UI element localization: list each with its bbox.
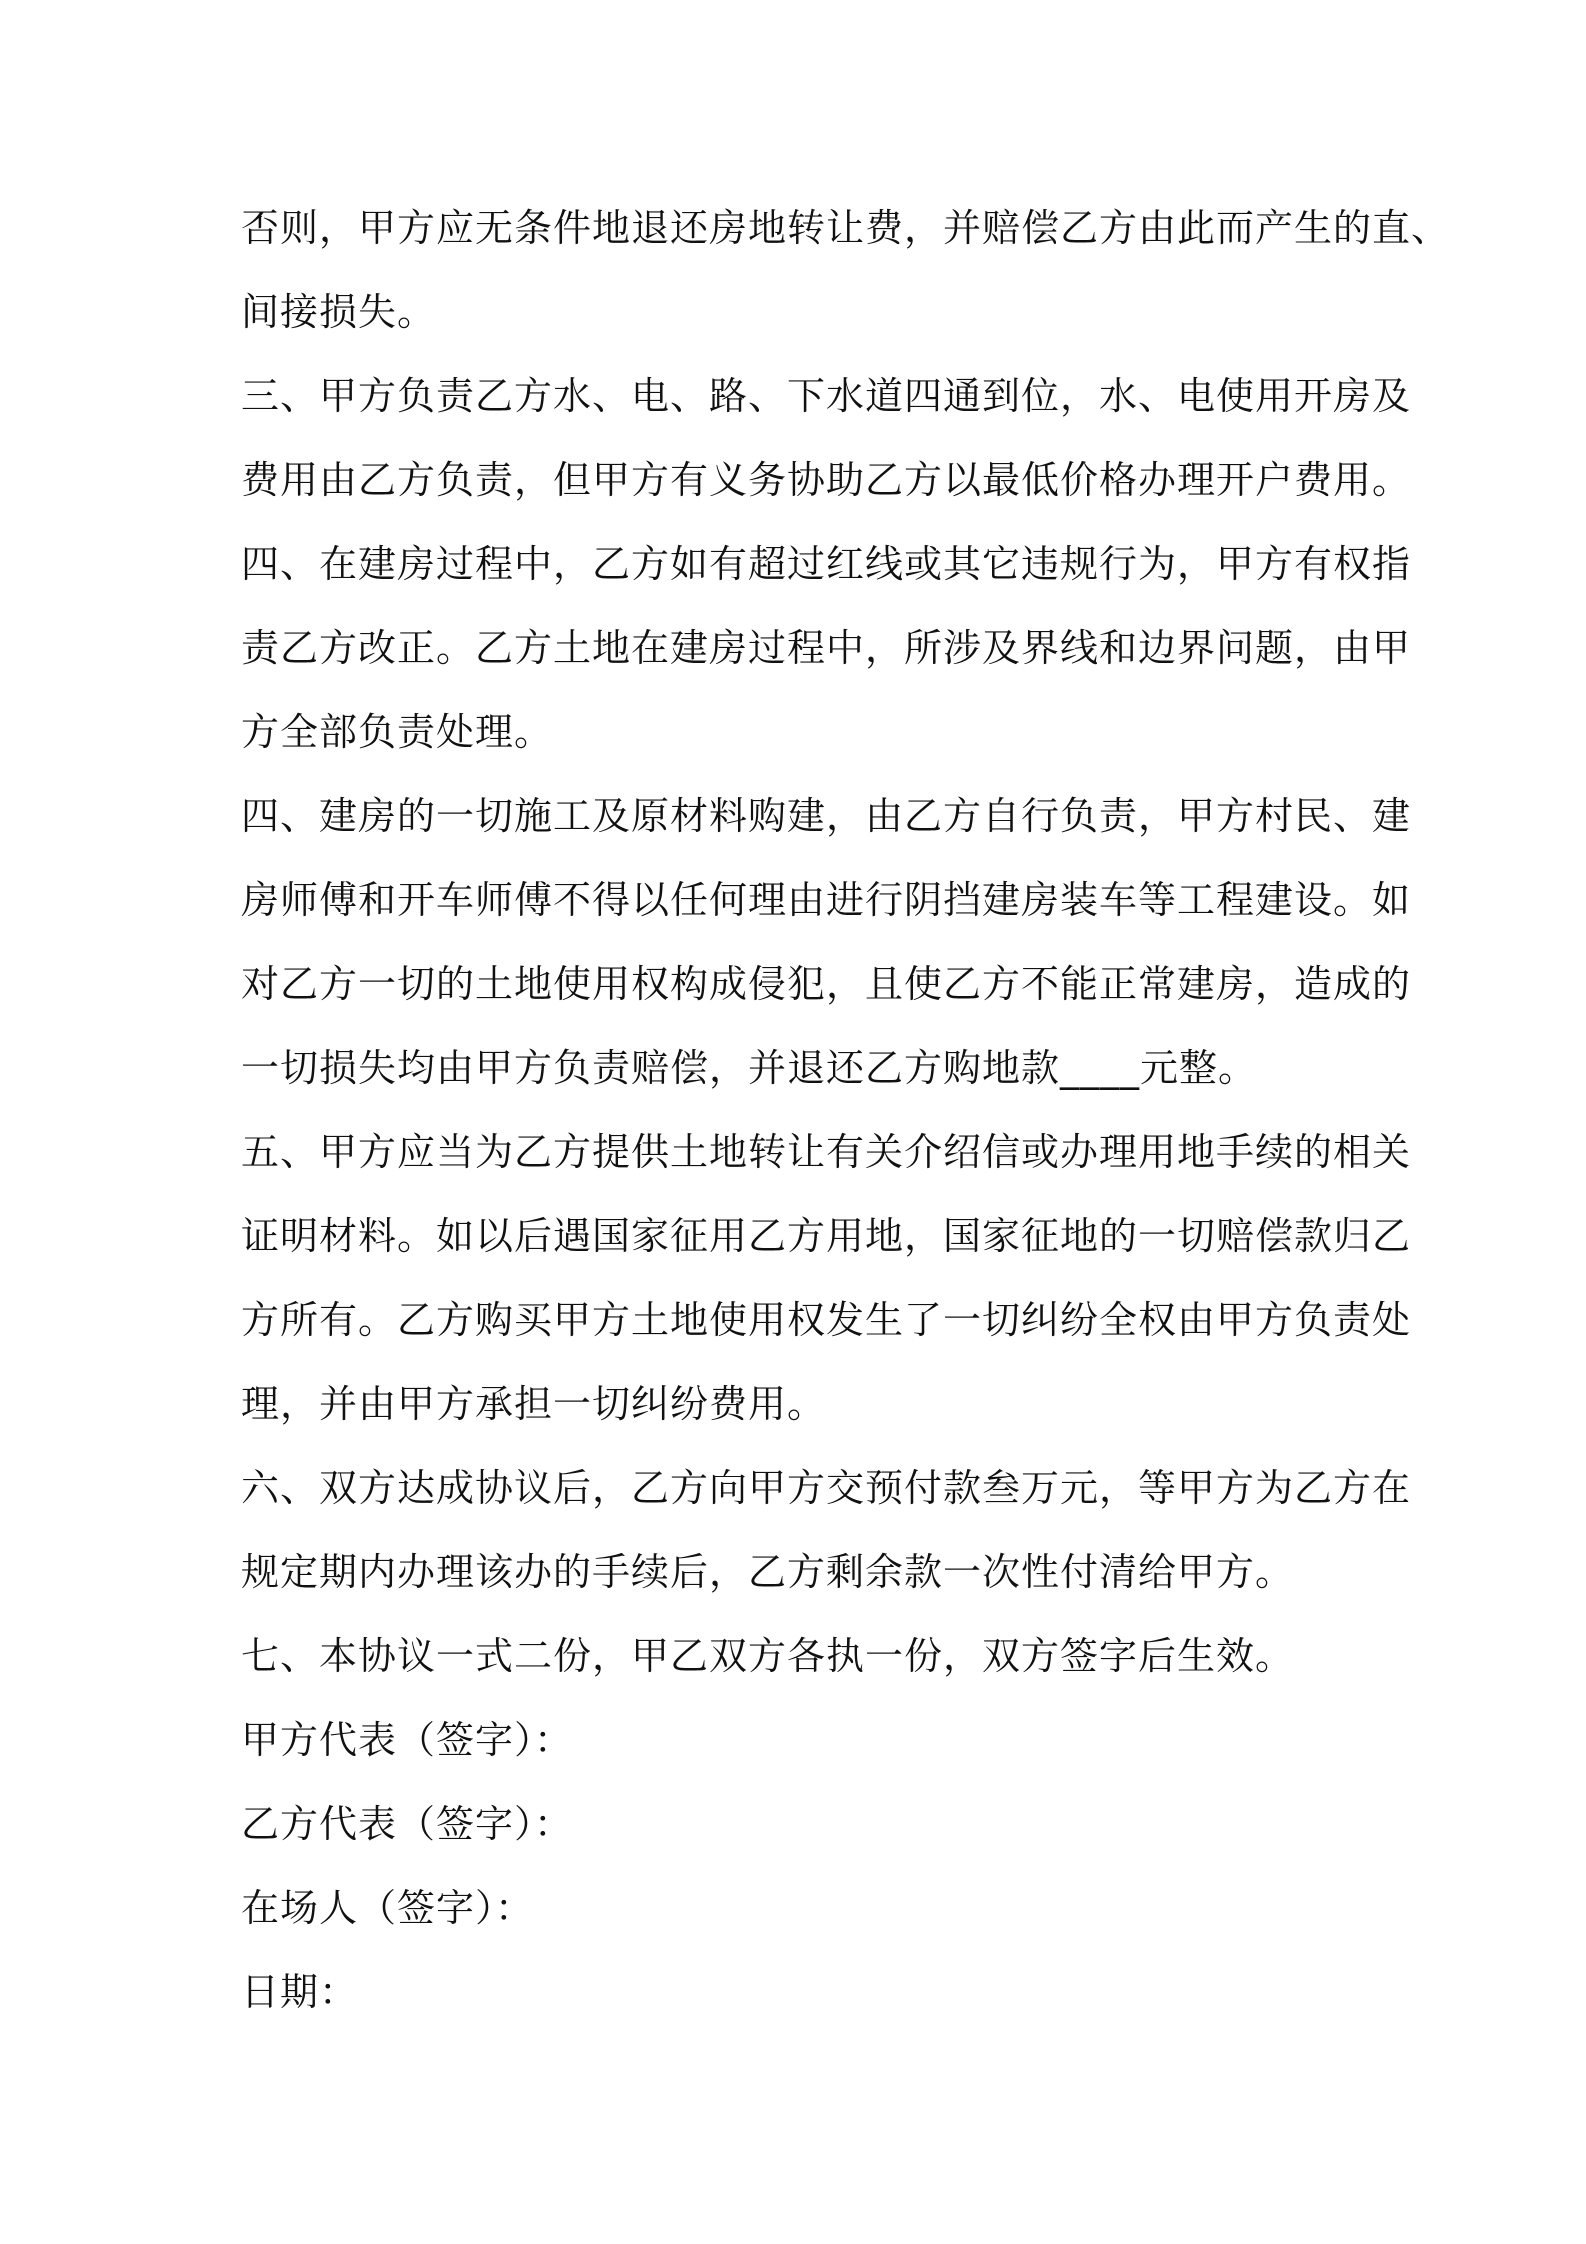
- text-line: 证明材料。如以后遇国家征用乙方用地，国家征地的一切赔偿款归乙: [241, 1214, 1412, 1258]
- text-line: 责乙方改正。乙方土地在建房过程中，所涉及界线和边界问题，由甲: [241, 626, 1412, 670]
- text-line: 六、双方达成协议后，乙方向甲方交预付款叁万元，等甲方为乙方在: [241, 1466, 1412, 1510]
- text-line: 方全部负责处理。: [241, 710, 554, 754]
- text-line: 一切损失均由甲方负责赔偿，并退还乙方购地款____元整。: [241, 1046, 1258, 1090]
- text-line: 对乙方一切的土地使用权构成侵犯，且使乙方不能正常建房，造成的: [241, 962, 1412, 1006]
- text-line: 规定期内办理该办的手续后，乙方剩余款一次性付清给甲方。: [241, 1550, 1295, 1594]
- paragraph-clause-4a: [241, 522, 1412, 774]
- text-line: 间接损失。: [241, 290, 437, 334]
- text-line: 费用由乙方负责，但甲方有义务协助乙方以最低价格办理开户费用。: [241, 458, 1412, 502]
- date-label: 日期：: [241, 1970, 359, 2014]
- document-page: [241, 186, 1451, 2034]
- text-line: 四、在建房过程中，乙方如有超过红线或其它违规行为，甲方有权指: [241, 542, 1412, 586]
- party-a-signature-label: 甲方代表（签字）：: [241, 1718, 574, 1762]
- text-line: 方所有。乙方购买甲方土地使用权发生了一切纠纷全权由甲方负责处: [241, 1298, 1412, 1342]
- text-line: 四、建房的一切施工及原材料购建，由乙方自行负责，甲方村民、建: [241, 794, 1412, 838]
- paragraph-clause-3: [241, 354, 1412, 522]
- text-line: 房师傅和开车师傅不得以任何理由进行阴挡建房装车等工程建设。如: [241, 878, 1412, 922]
- text-line: 五、甲方应当为乙方提供土地转让有关介绍信或办理用地手续的相关: [241, 1130, 1412, 1174]
- text-line: 三、甲方负责乙方水、电、路、下水道四通到位，水、电使用开房及: [241, 374, 1412, 418]
- text-line: 理，并由甲方承担一切纠纷费用。: [241, 1382, 827, 1426]
- witness-signature-label: 在场人（签字）：: [241, 1886, 535, 1930]
- party-b-signature-label: 乙方代表（签字）：: [241, 1802, 574, 1846]
- text-line: 七、本协议一式二份，甲乙双方各执一份，双方签字后生效。: [241, 1634, 1295, 1678]
- paragraph-clause-5: [241, 1110, 1412, 1446]
- paragraph-clause-4b: [241, 774, 1412, 1110]
- text-line: 否则，甲方应无条件地退还房地转让费，并赔偿乙方由此而产生的直、: [241, 206, 1451, 250]
- paragraph-clause-6: [241, 1446, 1412, 1614]
- paragraph-clause-7: [241, 1614, 1361, 1698]
- paragraph-refund-clause: [241, 186, 1451, 354]
